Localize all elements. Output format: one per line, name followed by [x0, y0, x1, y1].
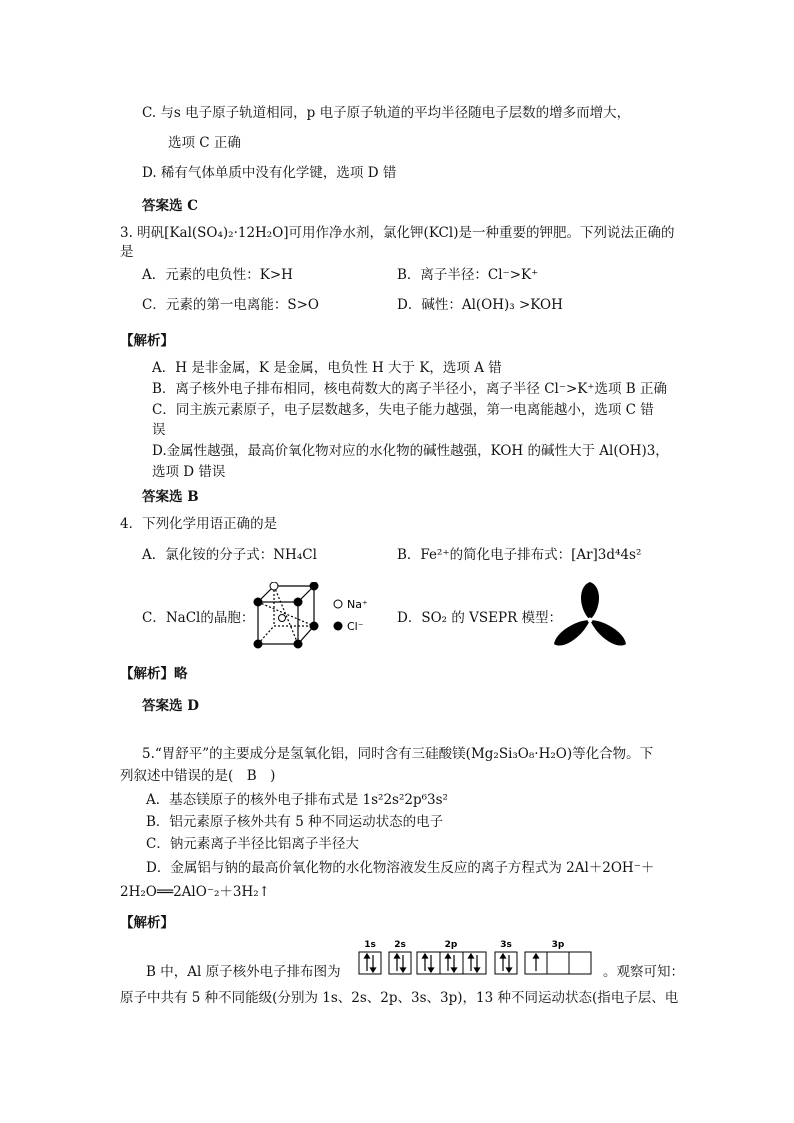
so2-vsepr-model-diagram [548, 580, 632, 652]
legend-na-label: Na⁺ [347, 598, 368, 611]
orbital-box-1s [359, 952, 381, 974]
q3-analysis-c-cont: 误 [152, 422, 166, 438]
q5-analysis-title: 【解析】 [120, 915, 174, 931]
q3-analysis-d-cont: 选项 D 错误 [152, 464, 226, 480]
q3-option-a: A．元素的电负性：K>H [142, 267, 293, 283]
q4-option-d: D．SO₂ 的 VSEPR 模型： [397, 610, 563, 626]
q3-analysis-c: C．同主族元素原子，电子层数越多，失电子能力越强，第一电离能越小，选项 C 错 [152, 402, 654, 418]
q4-option-a: A．氯化铵的分子式：NH₄Cl [142, 547, 317, 563]
q4-stem: 4．下列化学用语正确的是 [120, 516, 278, 532]
orbital-box-2s [389, 952, 411, 974]
q5-option-a: A．基态镁原子的核外电子排布式是 1s²2s²2p⁶3s² [146, 792, 448, 808]
q5-analysis-b-prefix: B 中，Al 原子核外电子排布图为 [146, 964, 341, 980]
q5-analysis-last-line: 原子中共有 5 种不同能级(分别为 1s、2s、2p、3s、3p)，13 种不同运动状态(指电子层、电 [120, 990, 679, 1006]
orbital-label-2p: 2p [444, 940, 458, 950]
al-orbital-diagram [355, 938, 601, 978]
q3-analysis-title: 【解析】 [120, 333, 174, 349]
orbital-label-1s: 1s [364, 940, 376, 950]
cl-ion-marker [294, 598, 302, 606]
q5-analysis-b-suffix: 。观察可知： [603, 964, 684, 980]
na-ion-marker [279, 615, 286, 622]
cl-ion-marker [254, 598, 262, 606]
option-c-conclusion: 选项 C 正确 [168, 135, 241, 151]
orbital-box-2p [417, 952, 440, 974]
orbital-label-2s: 2s [394, 940, 406, 950]
cl-ion-marker [294, 640, 302, 648]
q3-stem-cont: 是 [120, 244, 134, 260]
cl-ion-marker [254, 640, 262, 648]
orbital-box-2p [463, 952, 486, 974]
q3-option-b: B．离子半径：Cl⁻>K⁺ [397, 267, 539, 283]
answer-line: 答案选 C [142, 198, 198, 214]
na-ion-marker [270, 582, 278, 590]
q5-option-b: B．铝元素原子核外共有 5 种不同运动状态的电子 [146, 814, 444, 830]
q5-option-d: D．金属铝与钠的最高价氧化物的水化物溶液发生反应的离子方程式为 2Al＋2OH⁻＋ [146, 860, 655, 876]
q3-analysis-d: D.金属性越强，最高价氧化物对应的水化物的碱性越强，KOH 的碱性大于 Al(OH)3， [152, 443, 669, 459]
orbital-box-3p [569, 952, 591, 974]
q5-option-d-cont: 2H₂O══2AlO⁻₂＋3H₂↑ [120, 884, 270, 900]
orbital-label-3s: 3s [500, 940, 512, 950]
legend-na-marker [334, 600, 342, 608]
orbital-label-3p: 3p [551, 940, 565, 950]
legend-cl-marker [334, 622, 343, 631]
option-c-text: C. 与s 电子原子轨道相同，p 电子原子轨道的平均半径随电子层数的增多而增大， [142, 105, 631, 121]
q4-analysis: 【解析】略 [120, 666, 188, 682]
cl-ion-marker [310, 622, 318, 630]
orbital-box-3p [547, 952, 569, 974]
q4-answer: 答案选 D [142, 698, 199, 714]
cl-ion-marker [310, 582, 318, 590]
orbital-box-2p [440, 952, 463, 974]
option-d-text: D. 稀有气体单质中没有化学键，选项 D 错 [142, 165, 397, 181]
q5-option-c: C．钠元素离子半径比铝离子半径大 [146, 836, 359, 852]
q4-option-b: B．Fe²⁺的简化电子排布式：[Ar]3d⁴4s² [397, 547, 642, 563]
q3-answer: 答案选 B [142, 489, 199, 505]
legend-cl-label: Cl⁻ [347, 620, 364, 633]
orbital-box-3s [495, 952, 517, 974]
nacl-unit-cell-diagram [250, 582, 380, 652]
q3-analysis-a: A．H 是非金属，K 是金属，电负性 H 大于 K，选项 A 错 [152, 360, 502, 376]
q5-stem: 5.“胃舒平”的主要成分是氢氧化铝，同时含有三硅酸镁(Mg₂Si₃O₈·H₂O)等化合物。下 [142, 746, 654, 762]
q4-option-c: C．NaCl的晶胞： [142, 610, 255, 626]
q3-analysis-b: B．离子核外电子排布相同，核电荷数大的离子半径小，离子半径 Cl⁻>K⁺选项 B 正确 [152, 381, 668, 397]
q3-option-c: C．元素的第一电离能：S>O [142, 297, 319, 313]
q3-stem: 3. 明矾[Kal(SO₄)₂·12H₂O]可用作净水剂，氯化钾(KCl)是一种重要的钾肥。下列说法正确的 [120, 225, 675, 241]
q5-stem-cont: 列叙述中错误的是( B ) [120, 768, 276, 784]
q3-option-d: D．碱性：Al(OH)₃ >KOH [397, 297, 563, 313]
